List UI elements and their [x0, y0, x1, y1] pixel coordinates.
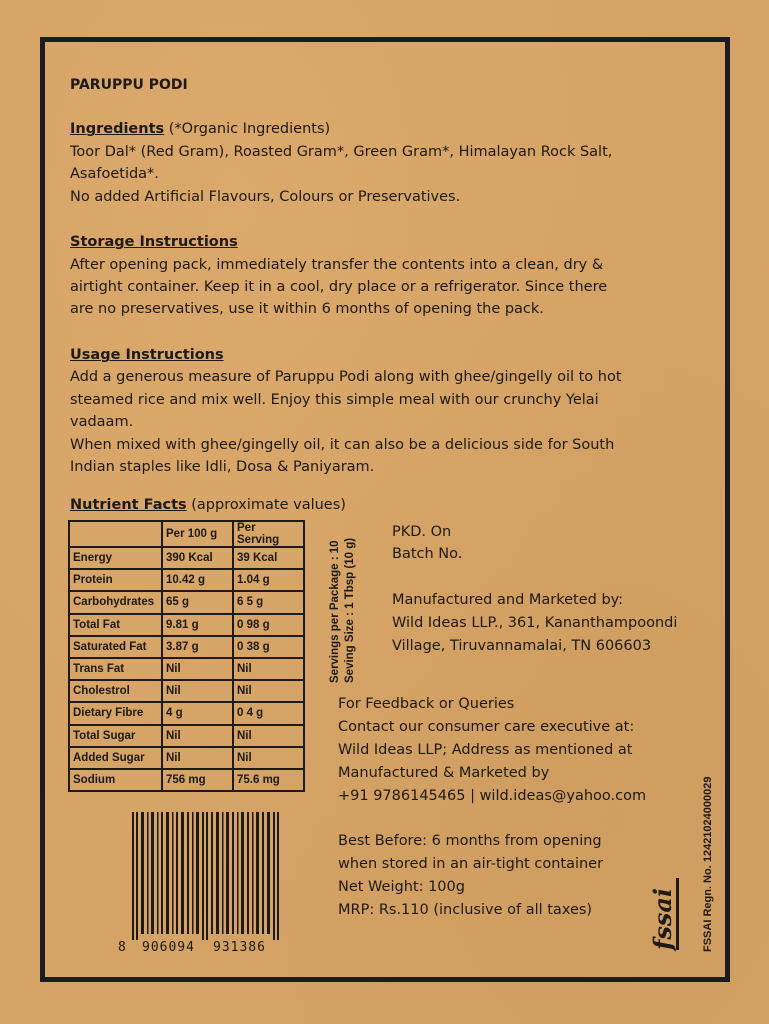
table-row	[69, 658, 304, 680]
fssai-logo	[645, 876, 685, 954]
nutrient-serving: 0 38 g	[233, 636, 304, 658]
nutrition-table	[68, 520, 305, 792]
storage-text-2: airtight container. Keep it in a cool, dry place or a refrigerator. Since there	[70, 279, 608, 295]
nutrient-serving: Nil	[233, 747, 304, 769]
net-weight: Net Weight: 100g	[338, 879, 465, 895]
table-row	[69, 591, 304, 613]
ingredients-text-2: Asafoetida*.	[70, 166, 159, 182]
usage-text-1: Add a generous measure of Paruppu Podi along with ghee/gingelly oil to hot	[70, 369, 622, 385]
nutrient-serving: 39 Kcal	[233, 547, 304, 569]
nutrition-header-per100: Per 100 g	[162, 521, 233, 547]
nutrient-serving: 75.6 mg	[233, 769, 304, 791]
best-before-1: Best Before: 6 months from opening	[338, 833, 602, 849]
nutrient-label: Trans Fat	[69, 658, 162, 680]
ingredients-heading: Ingredients	[70, 121, 165, 137]
nutrient-label: Saturated Fat	[69, 636, 162, 658]
nutrient-label: Added Sugar	[69, 747, 162, 769]
nutrient-serving: 0 4 g	[233, 702, 304, 724]
table-row	[69, 547, 304, 569]
fssai-registration: FSSAI Regn. No. 12421024000029	[702, 776, 714, 952]
storage-text-3: are no preservatives, use it within 6 months of opening the pack.	[70, 301, 544, 317]
table-row	[69, 747, 304, 769]
nutrient-per100: 756 mg	[162, 769, 233, 791]
table-row	[69, 636, 304, 658]
barcode-digits-right: 931386	[213, 940, 266, 955]
ingredients-text-1: Toor Dal* (Red Gram), Roasted Gram*, Green Gram*, Himalayan Rock Salt,	[70, 144, 613, 160]
manufacturer-address-1: Wild Ideas LLP., 361, Kananthampoondi	[392, 615, 678, 631]
storage-heading: Storage Instructions	[70, 234, 238, 250]
nutrient-per100: Nil	[162, 747, 233, 769]
manufacturer-heading: Manufactured and Marketed by:	[392, 592, 624, 608]
ingredients-note: (*Organic Ingredients)	[164, 121, 331, 137]
storage-text-1: After opening pack, immediately transfer the contents into a clean, dry &	[70, 257, 604, 273]
nutrient-label: Cholestrol	[69, 680, 162, 702]
nutrient-serving: 6 5 g	[233, 591, 304, 613]
feedback-line-2: Contact our consumer care executive at:	[338, 719, 635, 735]
nutrient-serving: 1.04 g	[233, 569, 304, 591]
nutrient-serving: 0 98 g	[233, 614, 304, 636]
usage-text-4: When mixed with ghee/gingelly oil, it can also be a delicious side for South	[70, 437, 615, 453]
nutrient-heading-line	[70, 494, 346, 517]
nutrient-note: (approximate values)	[186, 497, 346, 513]
ingredients-heading-line	[70, 118, 330, 141]
nutrient-label: Total Sugar	[69, 725, 162, 747]
nutrient-per100: Nil	[162, 658, 233, 680]
nutrient-per100: Nil	[162, 680, 233, 702]
table-row	[69, 569, 304, 591]
usage-text-3: vadaam.	[70, 414, 134, 430]
nutrient-label: Protein	[69, 569, 162, 591]
table-row	[69, 680, 304, 702]
serving-info-vertical	[328, 538, 358, 683]
nutrient-per100: Nil	[162, 725, 233, 747]
batch-no-label: Batch No.	[392, 546, 463, 562]
nutrient-label: Carbohydrates	[69, 591, 162, 613]
table-row	[69, 702, 304, 724]
usage-text-2: steamed rice and mix well. Enjoy this simple meal with our crunchy Yelai	[70, 392, 599, 408]
nutrient-per100: 390 Kcal	[162, 547, 233, 569]
manufacturer-address-2: Village, Tiruvannamalai, TN 606603	[392, 638, 652, 654]
mrp: MRP: Rs.110 (inclusive of all taxes)	[338, 902, 593, 918]
nutrition-header-blank	[69, 521, 162, 547]
product-title: PARUPPU PODI	[70, 77, 188, 93]
table-row	[69, 614, 304, 636]
table-row	[69, 769, 304, 791]
nutrient-heading: Nutrient Facts	[70, 497, 187, 513]
nutrient-label: Dietary Fibre	[69, 702, 162, 724]
nutrient-per100: 4 g	[162, 702, 233, 724]
barcode-first-digit: 8	[118, 940, 126, 955]
nutrient-per100: 3.87 g	[162, 636, 233, 658]
usage-heading: Usage Instructions	[70, 347, 224, 363]
usage-text-5: Indian staples like Idli, Dosa & Paniyaram.	[70, 459, 375, 475]
nutrient-per100: 65 g	[162, 591, 233, 613]
nutrient-per100: 10.42 g	[162, 569, 233, 591]
fssai-logo-text: fssai	[648, 887, 677, 950]
feedback-line-4: Manufactured & Marketed by	[338, 765, 550, 781]
pkd-on-label: PKD. On	[392, 524, 452, 540]
nutrient-label: Energy	[69, 547, 162, 569]
nutrient-per100: 9.81 g	[162, 614, 233, 636]
nutrition-header-row	[69, 521, 304, 547]
barcode-digits-left: 906094	[142, 940, 195, 955]
nutrient-label: Sodium	[69, 769, 162, 791]
ingredients-text-3: No added Artificial Flavours, Colours or Preservatives.	[70, 189, 461, 205]
feedback-line-1: For Feedback or Queries	[338, 696, 515, 712]
serving-size: Seving Size : 1 Tbsp (10 g)	[344, 537, 356, 683]
barcode-graphic	[118, 812, 308, 940]
contact-details: +91 9786145465 | wild.ideas@yahoo.com	[338, 788, 647, 804]
table-row	[69, 725, 304, 747]
best-before-2: when stored in an air-tight container	[338, 856, 604, 872]
nutrient-serving: Nil	[233, 658, 304, 680]
nutrition-header-serving: Per Serving	[233, 521, 304, 547]
nutrient-label: Total Fat	[69, 614, 162, 636]
nutrient-serving: Nil	[233, 680, 304, 702]
feedback-line-3: Wild Ideas LLP; Address as mentioned at	[338, 742, 633, 758]
nutrient-serving: Nil	[233, 725, 304, 747]
servings-per-package: Servings per Package : 10	[329, 540, 341, 683]
